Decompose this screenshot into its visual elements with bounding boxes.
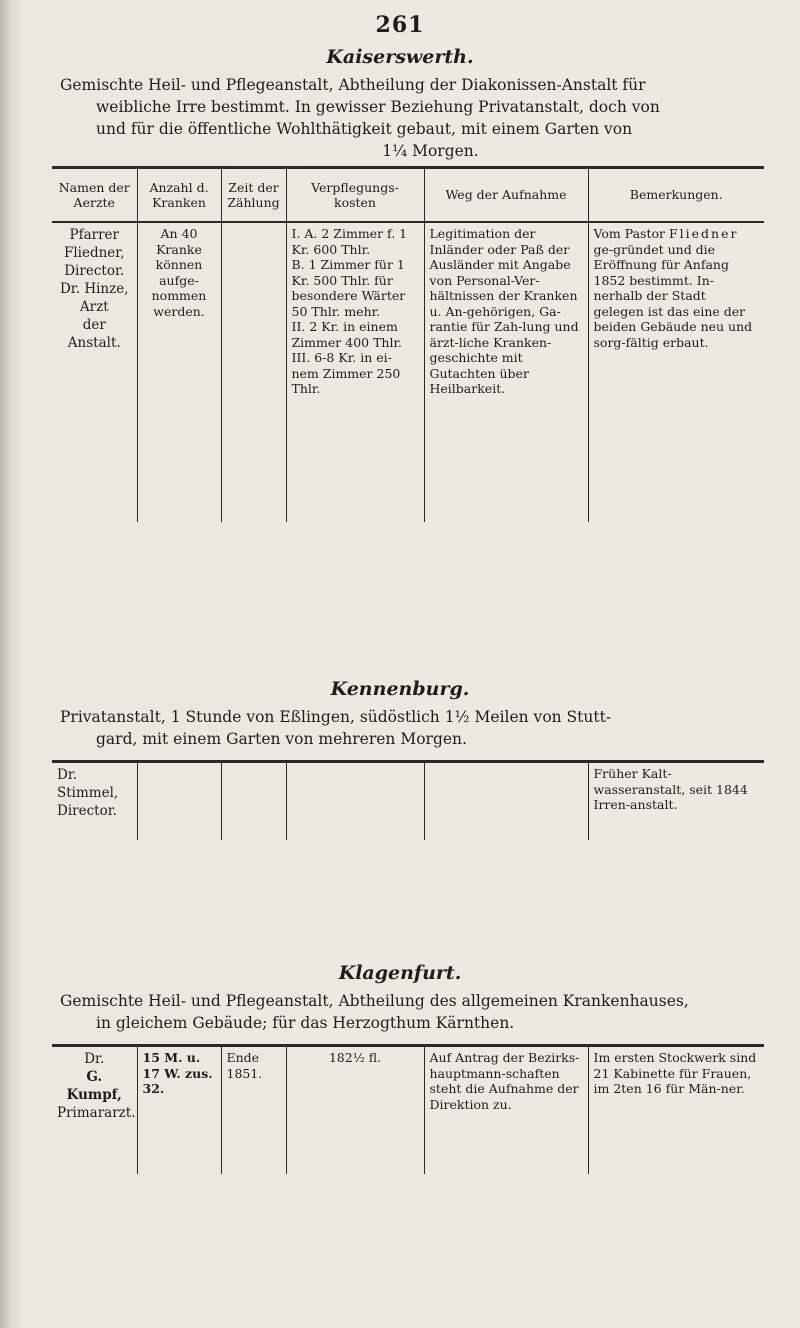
place-heading-kaiserswerth: Kaiserswerth. xyxy=(326,46,474,68)
name-line: der Anstalt. xyxy=(67,317,121,351)
cell-admission: Legitimation der Inländer oder Paß der Ausländer mit Angabe von Personal-Ver-hältnissen der Kranken u. An-gehörigen, Ga-rantie für Zah-lung und ärzt-liche Kranken-geschichte mit Gutachten über Heilbarkeit. xyxy=(424,222,588,522)
cell-costs xyxy=(286,222,424,522)
header-names: Namen der Aerzte xyxy=(52,168,137,223)
cell-admission: Auf Antrag der Bezirks-hauptmann-schaften steht die Aufnahme der Direktion zu. xyxy=(424,1046,588,1174)
desc-line: Gemischte Heil- und Pflegeanstalt, Abtheilung der Diakonissen-Anstalt für xyxy=(60,76,646,94)
name-line: Primararzt. xyxy=(57,1105,136,1121)
header-costs: Verpflegungs-kosten xyxy=(286,168,424,223)
description-klagenfurt xyxy=(60,990,775,1034)
desc-line: gard, mit einem Garten von mehreren Morgen. xyxy=(96,730,467,748)
table-klagenfurt xyxy=(52,1044,764,1174)
cost-line: II. 2 Kr. in einem Zimmer 400 Thlr. xyxy=(291,319,403,350)
cell-remarks: Früher Kalt-wasseranstalt, seit 1844 Irren-anstalt. xyxy=(588,762,764,840)
desc-line: in gleichem Gebäude; für das Herzogthum Kärnthen. xyxy=(96,1014,515,1032)
header-admission: Weg der Aufnahme xyxy=(424,168,588,223)
cell-admission xyxy=(424,762,588,840)
table-kaiserswerth xyxy=(52,166,764,522)
name-line: Dr. Stimmel, xyxy=(57,767,119,801)
place-heading-kennenburg: Kennenburg. xyxy=(330,678,470,700)
cell-count: An 40 Kranke können aufge-nommen werden. xyxy=(137,222,221,522)
cell-names xyxy=(52,1046,137,1174)
cell-remarks xyxy=(588,222,764,522)
name-line: Director. xyxy=(57,803,117,819)
table-header-row xyxy=(52,168,764,223)
cell-time xyxy=(221,222,286,522)
remarks-part: ge-gründet und die Eröffnung für Anfang 1852 bestimmt. In-nerhalb der Stadt gelegen ist das eine der beiden Gebäude neu und sorg-fältig erbaut. xyxy=(593,241,753,350)
header-remarks: Bemerkungen. xyxy=(588,168,764,223)
table-row xyxy=(52,222,764,522)
cost-line: I. A. 2 Zimmer f. 1 Kr. 600 Thlr. xyxy=(291,226,408,257)
name-line: Director. xyxy=(64,263,125,279)
cell-costs: 182½ fl. xyxy=(286,1046,424,1174)
desc-line: weibliche Irre bestimmt. In gewisser Beziehung Privatanstalt, doch von xyxy=(96,98,660,116)
name-line: Arzt xyxy=(79,299,109,315)
table-row xyxy=(52,1046,764,1174)
table-kennenburg xyxy=(52,760,764,840)
cell-time: Ende 1851. xyxy=(221,1046,286,1174)
description-kaiserswerth xyxy=(60,74,765,162)
remarks-part: Fliedner xyxy=(668,226,739,241)
cost-line: B. 1 Zimmer für 1 Kr. 500 Thlr. für besondere Wärter 50 Thlr. mehr. xyxy=(291,257,406,319)
cell-count: 15 M. u. 17 W. zus. 32. xyxy=(137,1046,221,1174)
name-line: Fliedner, xyxy=(63,245,125,261)
desc-line: und für die öffentliche Wohlthätigkeit gebaut, mit einem Garten von xyxy=(96,120,633,138)
cell-remarks: Im ersten Stockwerk sind 21 Kabinette für Frauen, im 2ten 16 für Män-ner. xyxy=(588,1046,764,1174)
cell-count xyxy=(137,762,221,840)
cell-names xyxy=(52,222,137,522)
cost-line: III. 6-8 Kr. in ei-nem Zimmer 250 Thlr. xyxy=(291,350,401,396)
desc-line: Privatanstalt, 1 Stunde von Eßlingen, südöstlich 1½ Meilen von Stutt- xyxy=(60,708,612,726)
name-line: G. Kumpf, xyxy=(66,1069,122,1103)
cell-time xyxy=(221,762,286,840)
page-number: 261 xyxy=(375,12,425,38)
name-line: Pfarrer xyxy=(69,227,119,243)
header-time: Zeit der Zählung xyxy=(221,168,286,223)
name-line: Dr. Hinze, xyxy=(59,281,129,297)
description-kennenburg xyxy=(60,706,765,750)
desc-line: Gemischte Heil- und Pflegeanstalt, Abtheilung des allgemeinen Krankenhauses, xyxy=(60,992,689,1010)
remarks-part: Vom Pastor xyxy=(593,226,665,241)
cell-costs xyxy=(286,762,424,840)
table-row xyxy=(52,762,764,840)
cell-names xyxy=(52,762,137,840)
name-line: Dr. xyxy=(84,1051,105,1067)
place-heading-klagenfurt: Klagenfurt. xyxy=(338,962,462,984)
desc-line: 1¼ Morgen. xyxy=(382,142,479,160)
header-count: Anzahl d. Kranken xyxy=(137,168,221,223)
